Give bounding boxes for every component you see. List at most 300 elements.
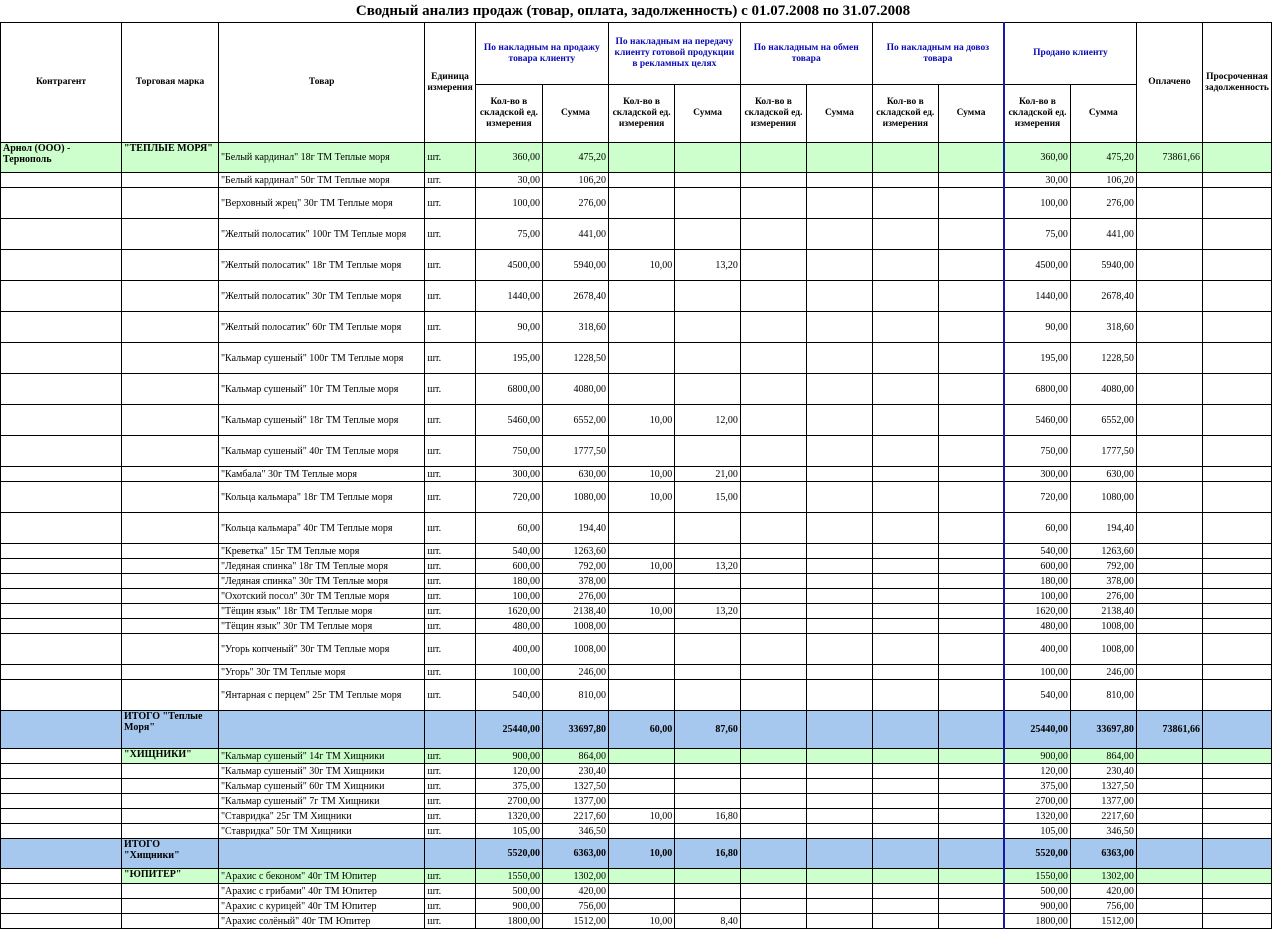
sales-sum-cell: 346,50	[543, 824, 609, 839]
contragent-cell	[1, 794, 122, 809]
exchange-qty-cell	[740, 405, 806, 436]
exchange-sum-cell	[807, 143, 873, 173]
promo-qty-cell	[608, 219, 674, 250]
sold-sum-cell: 318,60	[1070, 312, 1136, 343]
product-cell: "Кальмар сушеный" 14г ТМ Хищники	[218, 749, 424, 764]
sold-sum-cell: 1263,60	[1070, 544, 1136, 559]
overdue-cell	[1202, 914, 1271, 929]
promo-sum-cell	[675, 589, 741, 604]
delivery-qty-cell	[872, 899, 938, 914]
promo-qty-cell	[608, 374, 674, 405]
promo-sum-cell	[675, 899, 741, 914]
exchange-qty-cell	[740, 779, 806, 794]
delivery-sum-cell	[938, 619, 1004, 634]
paid-cell	[1136, 619, 1202, 634]
total-sold-sum: 33697,80	[1070, 711, 1136, 749]
overdue-cell	[1202, 467, 1271, 482]
header-exchange-invoices: По накладным на обмен товара	[740, 23, 872, 85]
table-row	[1, 374, 1272, 405]
paid-cell	[1136, 559, 1202, 574]
delivery-sum-cell	[938, 634, 1004, 665]
sold-qty-cell: 360,00	[1004, 143, 1070, 173]
delivery-qty-cell	[872, 764, 938, 779]
sales-sum-cell: 810,00	[543, 680, 609, 711]
exchange-qty-cell	[740, 188, 806, 219]
paid-cell	[1136, 749, 1202, 764]
exchange-sum-cell	[807, 250, 873, 281]
product-cell: "Охотский посол" 30г ТМ Теплые моря	[218, 589, 424, 604]
promo-sum-cell	[675, 794, 741, 809]
sales-sum-cell: 1777,50	[543, 436, 609, 467]
unit-cell: шт.	[425, 914, 475, 929]
brand-cell	[122, 680, 219, 711]
sales-qty-cell: 1320,00	[475, 809, 542, 824]
contragent-cell	[1, 574, 122, 589]
product-cell: "Кольца кальмара" 40г ТМ Теплые моря	[218, 513, 424, 544]
paid-cell	[1136, 809, 1202, 824]
paid-cell	[1136, 634, 1202, 665]
exchange-sum-cell	[807, 482, 873, 513]
contragent-cell: Арнол (ООО) - Тернополь	[1, 143, 122, 173]
sold-qty-cell: 600,00	[1004, 559, 1070, 574]
total-sold-qty: 5520,00	[1004, 839, 1070, 869]
sold-qty-cell: 300,00	[1004, 467, 1070, 482]
sales-sum-cell: 378,00	[543, 574, 609, 589]
sold-sum-cell: 1302,00	[1070, 869, 1136, 884]
promo-qty-cell	[608, 143, 674, 173]
delivery-qty-cell	[872, 219, 938, 250]
brand-cell	[122, 436, 219, 467]
header-delivery-invoices: По накладным на довоз товара	[872, 23, 1004, 85]
promo-qty-cell	[608, 824, 674, 839]
sold-qty-cell: 720,00	[1004, 482, 1070, 513]
paid-cell: 73861,66	[1136, 143, 1202, 173]
brand-cell	[122, 250, 219, 281]
sold-sum-cell: 1327,50	[1070, 779, 1136, 794]
contragent-cell	[1, 312, 122, 343]
exchange-sum-cell	[807, 824, 873, 839]
delivery-qty-cell	[872, 405, 938, 436]
delivery-sum-cell	[938, 809, 1004, 824]
contragent-cell	[1, 779, 122, 794]
promo-qty-cell	[608, 749, 674, 764]
unit-cell: шт.	[425, 809, 475, 824]
header-overdue: Просроченная задолженность	[1202, 23, 1271, 143]
sales-qty-cell: 195,00	[475, 343, 542, 374]
exchange-sum-cell	[807, 219, 873, 250]
unit-cell	[425, 711, 475, 749]
total-delivery-qty	[872, 839, 938, 869]
header-promo-invoices: По накладным на передачу клиенту готовой продукции в рекламных целях	[608, 23, 740, 85]
product-cell: "Камбала" 30г ТМ Теплые моря	[218, 467, 424, 482]
product-cell: "Кальмар сушеный" 30г ТМ Хищники	[218, 764, 424, 779]
exchange-sum-cell	[807, 665, 873, 680]
sales-qty-cell: 60,00	[475, 513, 542, 544]
exchange-qty-cell	[740, 312, 806, 343]
delivery-qty-cell	[872, 467, 938, 482]
brand-cell: "ЮПИТЕР"	[122, 869, 219, 884]
sold-qty-cell: 4500,00	[1004, 250, 1070, 281]
sales-sum-cell: 1512,00	[543, 914, 609, 929]
paid-cell	[1136, 374, 1202, 405]
exchange-sum-cell	[807, 467, 873, 482]
unit-cell: шт.	[425, 374, 475, 405]
sold-sum-cell: 2138,40	[1070, 604, 1136, 619]
total-row	[1, 711, 1272, 749]
brand-cell	[122, 794, 219, 809]
delivery-qty-cell	[872, 343, 938, 374]
exchange-sum-cell	[807, 188, 873, 219]
overdue-cell	[1202, 544, 1271, 559]
table-row	[1, 794, 1272, 809]
table-row	[1, 884, 1272, 899]
delivery-qty-cell	[872, 173, 938, 188]
product-cell: "Желтый полосатик" 100г ТМ Теплые моря	[218, 219, 424, 250]
total-exchange-qty	[740, 839, 806, 869]
table-row	[1, 899, 1272, 914]
promo-sum-cell	[675, 574, 741, 589]
table-body	[1, 143, 1272, 929]
overdue-cell	[1202, 604, 1271, 619]
sales-qty-cell: 120,00	[475, 764, 542, 779]
overdue-cell	[1202, 764, 1271, 779]
sales-qty-cell: 1440,00	[475, 281, 542, 312]
brand-cell	[122, 467, 219, 482]
exchange-sum-cell	[807, 680, 873, 711]
sold-qty-cell: 1320,00	[1004, 809, 1070, 824]
promo-sum-cell	[675, 680, 741, 711]
brand-cell: "ТЕПЛЫЕ МОРЯ"	[122, 143, 219, 173]
promo-sum-cell	[675, 619, 741, 634]
overdue-cell	[1202, 405, 1271, 436]
overdue-cell	[1202, 482, 1271, 513]
sales-sum-cell: 194,40	[543, 513, 609, 544]
header-qty: Кол-во в складской ед. измерения	[872, 85, 938, 143]
overdue-cell	[1202, 173, 1271, 188]
paid-cell	[1136, 589, 1202, 604]
product-cell: "Тёщин язык" 30г ТМ Теплые моря	[218, 619, 424, 634]
delivery-qty-cell	[872, 513, 938, 544]
sold-sum-cell: 1228,50	[1070, 343, 1136, 374]
exchange-qty-cell	[740, 665, 806, 680]
promo-sum-cell	[675, 869, 741, 884]
total-row	[1, 839, 1272, 869]
product-cell: "Кальмар сушеный" 60г ТМ Хищники	[218, 779, 424, 794]
sales-sum-cell: 2138,40	[543, 604, 609, 619]
unit-cell: шт.	[425, 634, 475, 665]
sales-sum-cell: 4080,00	[543, 374, 609, 405]
table-row	[1, 869, 1272, 884]
total-promo-qty: 60,00	[608, 711, 674, 749]
delivery-sum-cell	[938, 143, 1004, 173]
sales-table	[0, 22, 1272, 929]
table-row	[1, 589, 1272, 604]
promo-qty-cell	[608, 884, 674, 899]
header-qty: Кол-во в складской ед. измерения	[740, 85, 806, 143]
overdue-cell	[1202, 809, 1271, 824]
sold-qty-cell: 540,00	[1004, 544, 1070, 559]
exchange-sum-cell	[807, 634, 873, 665]
unit-cell: шт.	[425, 467, 475, 482]
promo-sum-cell: 13,20	[675, 559, 741, 574]
exchange-sum-cell	[807, 589, 873, 604]
exchange-sum-cell	[807, 405, 873, 436]
exchange-sum-cell	[807, 914, 873, 929]
contragent-cell	[1, 374, 122, 405]
product-cell: "Кальмар сушеный" 18г ТМ Теплые моря	[218, 405, 424, 436]
header-sum: Сумма	[675, 85, 741, 143]
exchange-qty-cell	[740, 749, 806, 764]
overdue-cell	[1202, 749, 1271, 764]
contragent-cell	[1, 764, 122, 779]
brand-cell	[122, 914, 219, 929]
unit-cell: шт.	[425, 680, 475, 711]
sold-sum-cell: 6552,00	[1070, 405, 1136, 436]
sold-qty-cell: 120,00	[1004, 764, 1070, 779]
sold-sum-cell: 1777,50	[1070, 436, 1136, 467]
header-unit: Единица измерения	[425, 23, 475, 143]
exchange-qty-cell	[740, 619, 806, 634]
table-row	[1, 405, 1272, 436]
brand-cell	[122, 824, 219, 839]
product-cell: "Ледяная спинка" 18г ТМ Теплые моря	[218, 559, 424, 574]
total-delivery-sum	[938, 711, 1004, 749]
overdue-cell	[1202, 559, 1271, 574]
brand-cell	[122, 589, 219, 604]
delivery-sum-cell	[938, 219, 1004, 250]
promo-qty-cell: 10,00	[608, 604, 674, 619]
product-cell: "Ставридка" 25г ТМ Хищники	[218, 809, 424, 824]
sales-sum-cell: 475,20	[543, 143, 609, 173]
sales-qty-cell: 105,00	[475, 824, 542, 839]
product-cell: "Ставридка" 50г ТМ Хищники	[218, 824, 424, 839]
header-paid: Оплачено	[1136, 23, 1202, 143]
overdue-cell	[1202, 680, 1271, 711]
promo-qty-cell	[608, 680, 674, 711]
contragent-cell	[1, 405, 122, 436]
contragent-cell	[1, 665, 122, 680]
contragent-cell	[1, 219, 122, 250]
sales-sum-cell: 1228,50	[543, 343, 609, 374]
promo-sum-cell	[675, 436, 741, 467]
sold-sum-cell: 346,50	[1070, 824, 1136, 839]
exchange-sum-cell	[807, 809, 873, 824]
exchange-qty-cell	[740, 343, 806, 374]
promo-sum-cell	[675, 824, 741, 839]
sales-qty-cell: 100,00	[475, 188, 542, 219]
product-cell: "Верховный жрец" 30г ТМ Теплые моря	[218, 188, 424, 219]
delivery-sum-cell	[938, 559, 1004, 574]
paid-cell	[1136, 312, 1202, 343]
exchange-sum-cell	[807, 513, 873, 544]
unit-cell: шт.	[425, 749, 475, 764]
promo-sum-cell	[675, 634, 741, 665]
exchange-qty-cell	[740, 513, 806, 544]
brand-cell	[122, 374, 219, 405]
sold-sum-cell: 246,00	[1070, 665, 1136, 680]
contragent-cell	[1, 839, 122, 869]
sales-qty-cell: 90,00	[475, 312, 542, 343]
sold-sum-cell: 276,00	[1070, 188, 1136, 219]
table-row	[1, 173, 1272, 188]
header-brand: Торговая марка	[122, 23, 219, 143]
delivery-sum-cell	[938, 374, 1004, 405]
table-row	[1, 914, 1272, 929]
promo-qty-cell	[608, 794, 674, 809]
sold-sum-cell: 792,00	[1070, 559, 1136, 574]
sales-qty-cell: 375,00	[475, 779, 542, 794]
contragent-cell	[1, 482, 122, 513]
report-title: Сводный анализ продаж (товар, оплата, задолженность) с 01.07.2008 по 31.07.2008	[355, 3, 911, 19]
promo-sum-cell	[675, 779, 741, 794]
delivery-qty-cell	[872, 436, 938, 467]
brand-cell	[122, 188, 219, 219]
product-cell: "Арахис с грибами" 40г ТМ Юпитер	[218, 884, 424, 899]
sales-sum-cell: 756,00	[543, 899, 609, 914]
unit-cell: шт.	[425, 544, 475, 559]
product-cell: "Желтый полосатик" 18г ТМ Теплые моря	[218, 250, 424, 281]
paid-cell	[1136, 436, 1202, 467]
delivery-qty-cell	[872, 143, 938, 173]
product-cell	[218, 711, 424, 749]
table-row	[1, 574, 1272, 589]
brand-cell	[122, 312, 219, 343]
paid-cell	[1136, 794, 1202, 809]
promo-qty-cell: 10,00	[608, 914, 674, 929]
unit-cell: шт.	[425, 312, 475, 343]
sold-qty-cell: 195,00	[1004, 343, 1070, 374]
promo-qty-cell	[608, 589, 674, 604]
unit-cell: шт.	[425, 619, 475, 634]
paid-cell	[1136, 764, 1202, 779]
overdue-cell	[1202, 312, 1271, 343]
delivery-qty-cell	[872, 824, 938, 839]
sales-sum-cell: 420,00	[543, 884, 609, 899]
sales-sum-cell: 276,00	[543, 589, 609, 604]
table-row	[1, 779, 1272, 794]
exchange-sum-cell	[807, 884, 873, 899]
brand-cell	[122, 405, 219, 436]
sold-qty-cell: 400,00	[1004, 634, 1070, 665]
promo-sum-cell: 16,80	[675, 809, 741, 824]
sold-sum-cell: 420,00	[1070, 884, 1136, 899]
exchange-sum-cell	[807, 436, 873, 467]
table-row	[1, 250, 1272, 281]
sold-qty-cell: 100,00	[1004, 589, 1070, 604]
paid-cell	[1136, 665, 1202, 680]
sold-sum-cell: 475,20	[1070, 143, 1136, 173]
sales-sum-cell: 1302,00	[543, 869, 609, 884]
contragent-cell	[1, 869, 122, 884]
contragent-cell	[1, 604, 122, 619]
sold-sum-cell: 106,20	[1070, 173, 1136, 188]
sales-qty-cell: 100,00	[475, 589, 542, 604]
promo-qty-cell	[608, 779, 674, 794]
sales-sum-cell: 864,00	[543, 749, 609, 764]
exchange-qty-cell	[740, 914, 806, 929]
product-cell: "Кальмар сушеный" 40г ТМ Теплые моря	[218, 436, 424, 467]
sold-sum-cell: 1008,00	[1070, 634, 1136, 665]
overdue-cell	[1202, 188, 1271, 219]
sales-sum-cell: 106,20	[543, 173, 609, 188]
sold-sum-cell: 810,00	[1070, 680, 1136, 711]
promo-qty-cell: 10,00	[608, 250, 674, 281]
sales-sum-cell: 246,00	[543, 665, 609, 680]
sales-qty-cell: 6800,00	[475, 374, 542, 405]
paid-cell	[1136, 574, 1202, 589]
overdue-cell	[1202, 574, 1271, 589]
brand-cell	[122, 219, 219, 250]
product-cell: "Желтый полосатик" 30г ТМ Теплые моря	[218, 281, 424, 312]
delivery-qty-cell	[872, 869, 938, 884]
promo-qty-cell	[608, 281, 674, 312]
contragent-cell	[1, 559, 122, 574]
total-promo-sum: 87,60	[675, 711, 741, 749]
exchange-sum-cell	[807, 173, 873, 188]
delivery-sum-cell	[938, 250, 1004, 281]
delivery-qty-cell	[872, 574, 938, 589]
overdue-cell	[1202, 899, 1271, 914]
contragent-cell	[1, 899, 122, 914]
sales-qty-cell: 1550,00	[475, 869, 542, 884]
contragent-cell	[1, 680, 122, 711]
header-sum: Сумма	[1070, 85, 1136, 143]
delivery-sum-cell	[938, 604, 1004, 619]
promo-qty-cell	[608, 513, 674, 544]
delivery-sum-cell	[938, 188, 1004, 219]
sold-qty-cell: 1620,00	[1004, 604, 1070, 619]
sales-qty-cell: 720,00	[475, 482, 542, 513]
brand-cell	[122, 604, 219, 619]
contragent-cell	[1, 884, 122, 899]
sold-qty-cell: 75,00	[1004, 219, 1070, 250]
unit-cell: шт.	[425, 513, 475, 544]
total-promo-sum: 16,80	[675, 839, 741, 869]
sales-qty-cell: 360,00	[475, 143, 542, 173]
unit-cell: шт.	[425, 482, 475, 513]
overdue-cell	[1202, 374, 1271, 405]
sales-qty-cell: 100,00	[475, 665, 542, 680]
table-row	[1, 343, 1272, 374]
product-cell	[218, 839, 424, 869]
delivery-sum-cell	[938, 405, 1004, 436]
sold-qty-cell: 540,00	[1004, 680, 1070, 711]
delivery-sum-cell	[938, 574, 1004, 589]
delivery-qty-cell	[872, 589, 938, 604]
exchange-qty-cell	[740, 173, 806, 188]
overdue-cell	[1202, 884, 1271, 899]
paid-cell	[1136, 604, 1202, 619]
product-cell: "Угорь копченый" 30г ТМ Теплые моря	[218, 634, 424, 665]
unit-cell: шт.	[425, 665, 475, 680]
delivery-sum-cell	[938, 343, 1004, 374]
sold-qty-cell: 105,00	[1004, 824, 1070, 839]
exchange-qty-cell	[740, 884, 806, 899]
sales-sum-cell: 1377,00	[543, 794, 609, 809]
delivery-sum-cell	[938, 513, 1004, 544]
exchange-qty-cell	[740, 680, 806, 711]
promo-qty-cell	[608, 764, 674, 779]
contragent-cell	[1, 619, 122, 634]
unit-cell: шт.	[425, 899, 475, 914]
delivery-qty-cell	[872, 559, 938, 574]
total-paid: 73861,66	[1136, 711, 1202, 749]
sales-sum-cell: 6552,00	[543, 405, 609, 436]
contragent-cell	[1, 809, 122, 824]
unit-cell: шт.	[425, 574, 475, 589]
exchange-sum-cell	[807, 899, 873, 914]
exchange-qty-cell	[740, 824, 806, 839]
